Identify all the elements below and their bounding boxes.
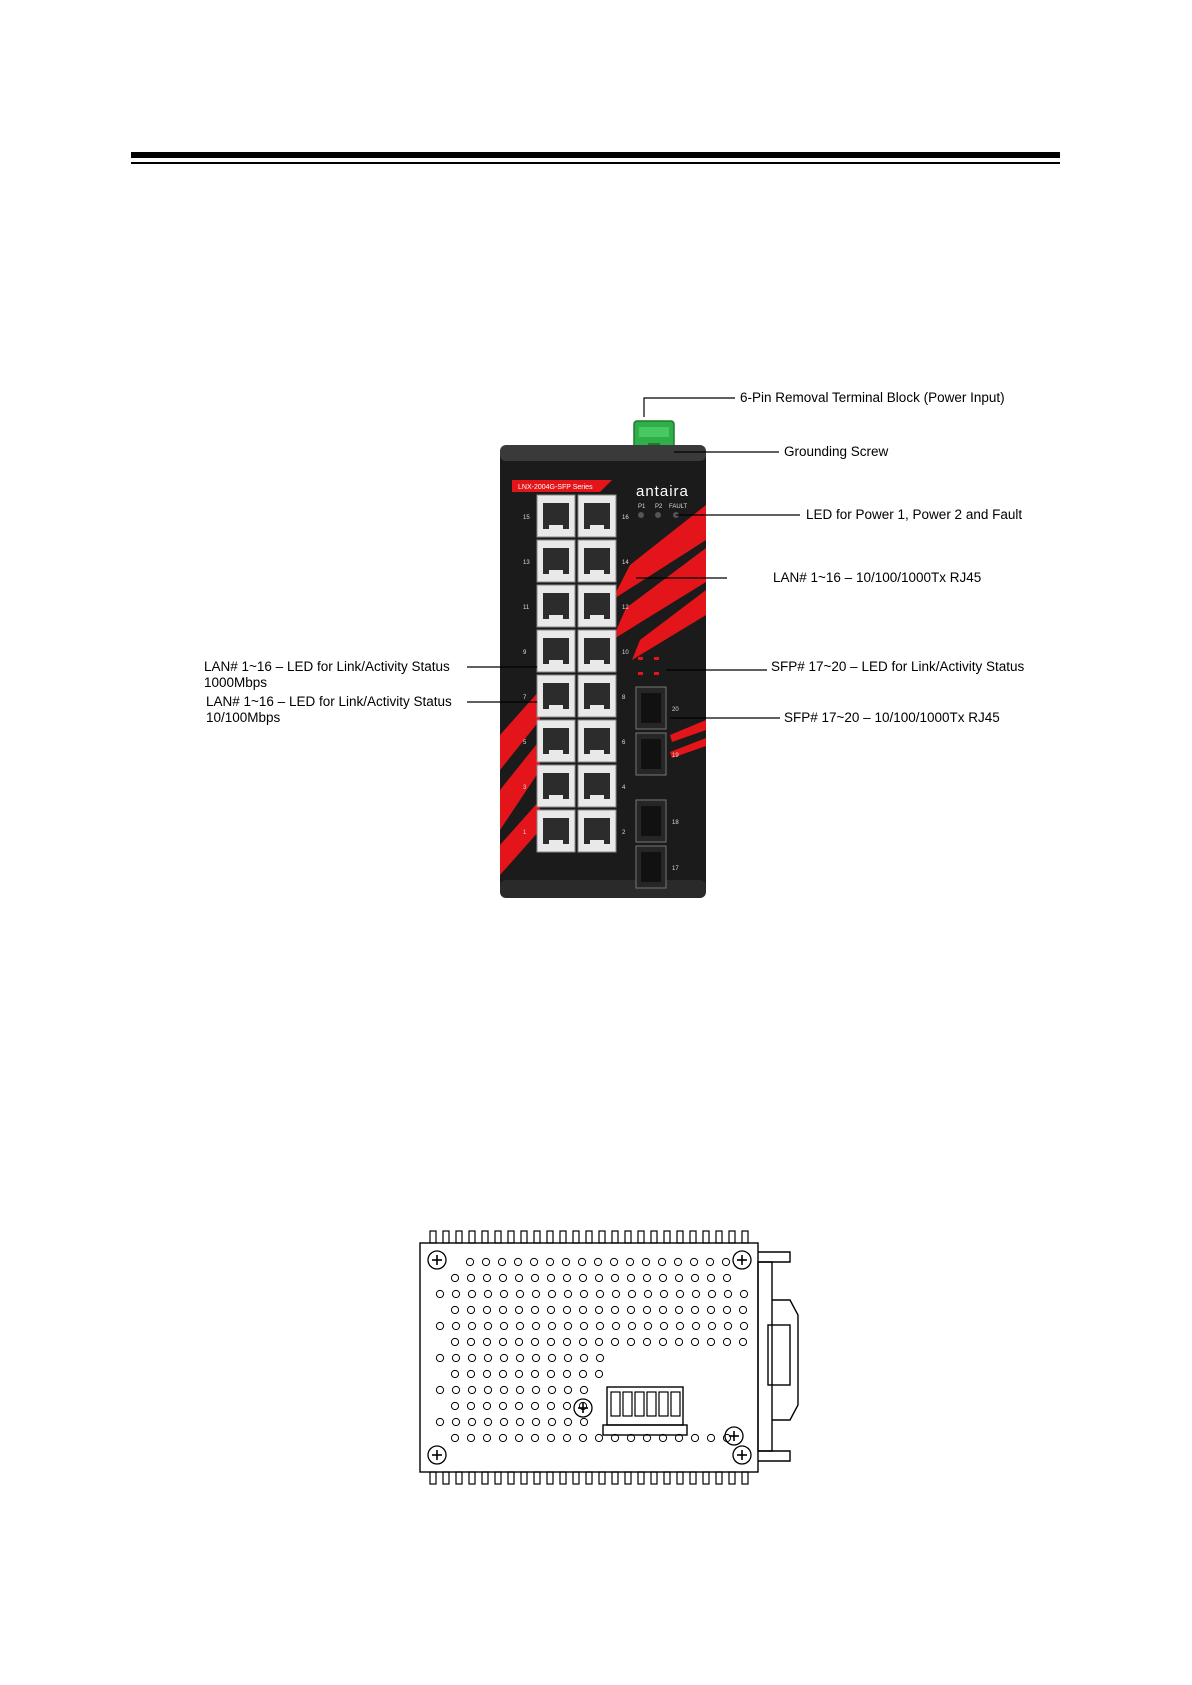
led-label-p2: P2	[655, 504, 663, 510]
rj45-port	[578, 810, 616, 852]
port-number-label: 7	[523, 695, 527, 701]
port-number-label: 6	[622, 740, 626, 746]
rj45-port	[537, 810, 575, 852]
rj45-port	[578, 765, 616, 807]
callout-lan-ports: LAN# 1~16 – 10/100/1000Tx RJ45	[773, 570, 982, 585]
port-number-label: 16	[622, 515, 629, 521]
callout-sfp-leds: SFP# 17~20 – LED for Link/Activity Status	[771, 659, 1025, 674]
port-number-label: 2	[622, 830, 626, 836]
port-number-label: 13	[523, 560, 530, 566]
callout-lan-led-100-line2: 10/100Mbps	[206, 710, 281, 725]
sfp-port	[636, 846, 666, 888]
led-p1	[638, 512, 644, 518]
rj45-port	[537, 585, 575, 627]
rj45-port	[578, 720, 616, 762]
callout-terminal-block: 6-Pin Removal Terminal Block (Power Input)	[740, 390, 1005, 405]
model-label: LNX-2004G-SFP Series	[518, 484, 593, 491]
sfp-port	[636, 733, 666, 775]
sfp-port	[636, 687, 666, 729]
callout-power-leds: LED for Power 1, Power 2 and Fault	[806, 507, 1023, 522]
port-number-label: 15	[523, 515, 530, 521]
terminal-block-slots	[611, 1392, 680, 1416]
heatsink-fins-top	[430, 1231, 748, 1243]
rj45-port	[578, 495, 616, 537]
sfp-number-label: 20	[672, 707, 679, 713]
screw	[725, 1427, 743, 1445]
port-number-label: 5	[523, 740, 527, 746]
callout-lan-led-100	[206, 694, 452, 726]
rj45-port	[578, 585, 616, 627]
port-number-label: 11	[523, 605, 530, 611]
led-label-fault: FAULT	[669, 504, 688, 510]
rj45-port	[537, 675, 575, 717]
sfp-port	[636, 800, 666, 842]
mounting-screws	[428, 1251, 751, 1464]
callout-lan-led-100-line1: LAN# 1~16 – LED for Link/Activity Status	[206, 694, 452, 709]
port-number-label: 8	[622, 695, 626, 701]
callout-lan-led-1000-line2: 1000Mbps	[204, 675, 268, 690]
screw	[574, 1399, 592, 1417]
port-number-label: 1	[523, 830, 527, 836]
rj45-port	[578, 540, 616, 582]
rj45-port	[578, 630, 616, 672]
port-number-label: 14	[622, 560, 629, 566]
sfp-number-label: 17	[672, 866, 679, 872]
rj45-port	[537, 540, 575, 582]
brand-logo: antaira	[636, 483, 689, 500]
port-number-label: 4	[622, 785, 626, 791]
led-label-p1: P1	[638, 504, 646, 510]
rj45-port	[537, 630, 575, 672]
sfp-number-label: 19	[672, 753, 679, 759]
port-number-label: 10	[622, 650, 629, 656]
rj45-port	[537, 765, 575, 807]
screw	[428, 1251, 446, 1269]
callout-grounding-screw: Grounding Screw	[784, 444, 889, 459]
port-number-label: 12	[622, 605, 629, 611]
rj45-port	[537, 495, 575, 537]
sfp-number-label: 18	[672, 820, 679, 826]
led-p2	[655, 512, 661, 518]
screw	[733, 1446, 751, 1464]
port-number-label: 9	[523, 650, 527, 656]
vent-hole-pattern	[436, 1258, 747, 1441]
port-number-label: 3	[523, 785, 527, 791]
callout-sfp-ports: SFP# 17~20 – 10/100/1000Tx RJ45	[784, 710, 1000, 725]
screw	[428, 1446, 446, 1464]
callout-lan-led-1000-line1: LAN# 1~16 – LED for Link/Activity Status	[204, 659, 450, 674]
rj45-port	[537, 720, 575, 762]
heatsink-fins-bottom	[430, 1472, 748, 1484]
screw	[733, 1251, 751, 1269]
rj45-port	[578, 675, 616, 717]
callout-lan-led-1000	[204, 659, 450, 691]
